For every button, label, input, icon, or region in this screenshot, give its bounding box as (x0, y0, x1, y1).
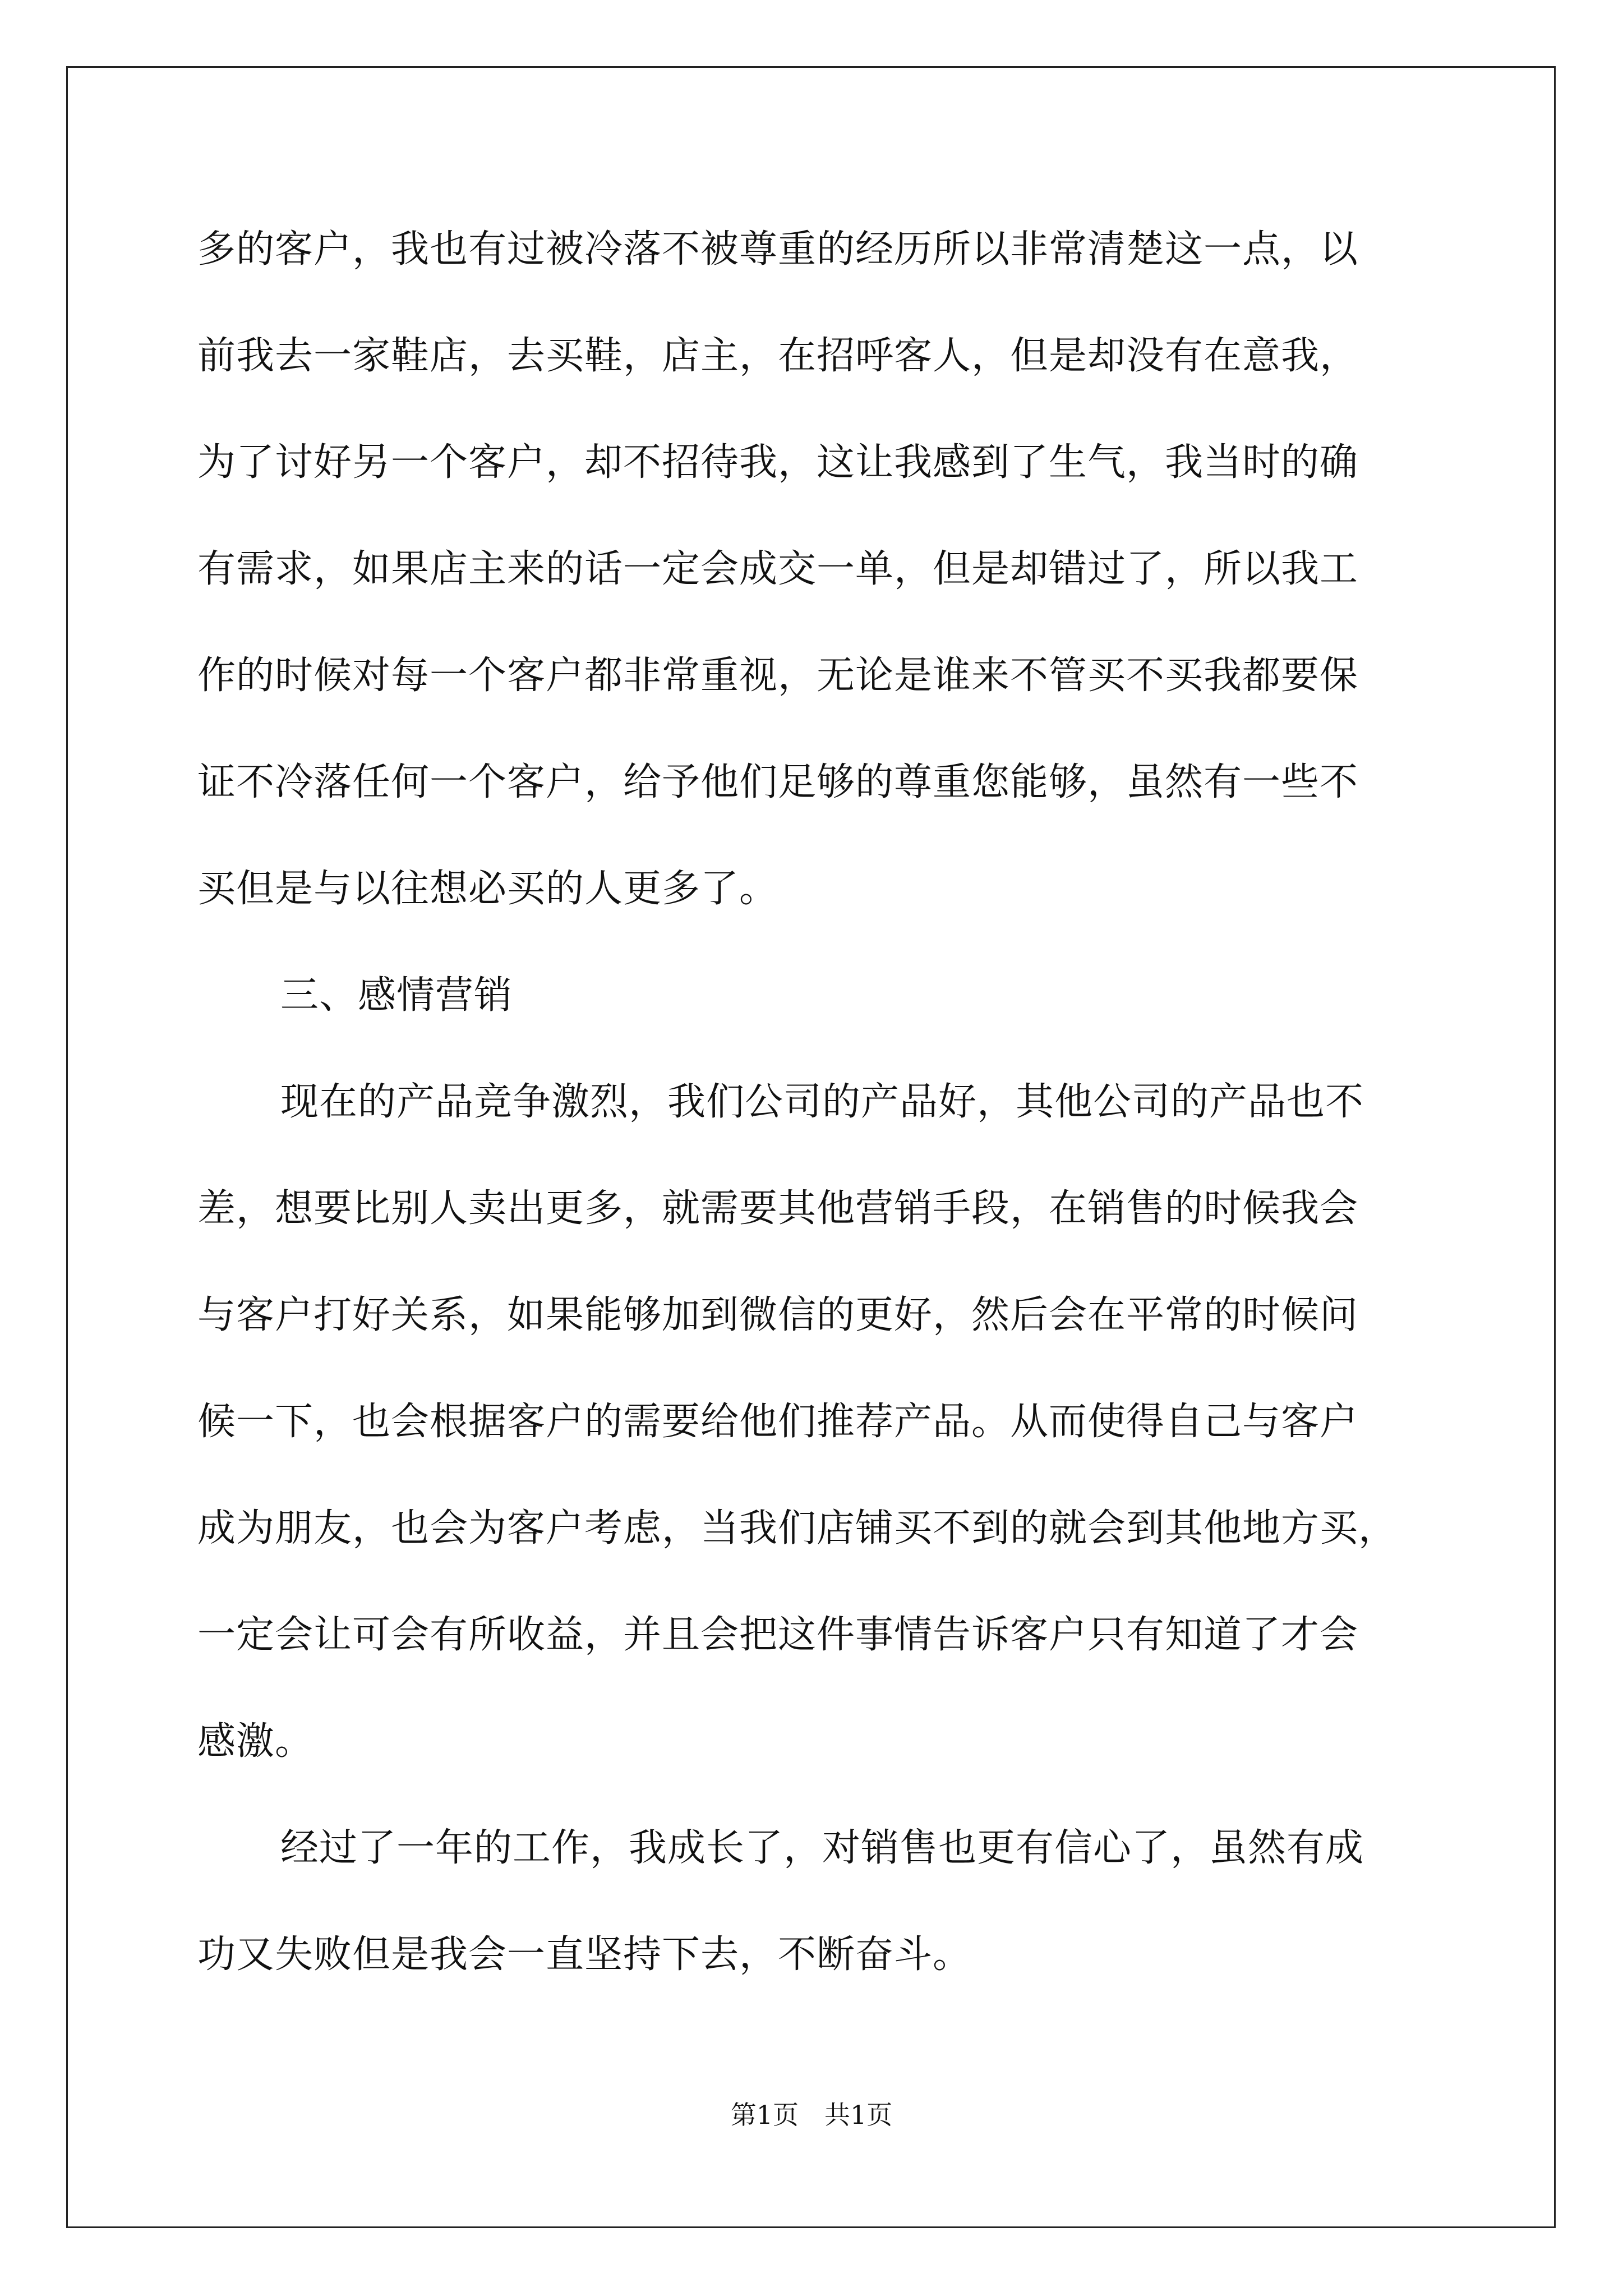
paragraph-line: 差，想要比别人卖出更多，就需要其他营销手段，在销售的时候我会 (197, 1186, 1359, 1231)
paragraph-line: 前我去一家鞋店，去买鞋，店主，在招呼客人，但是却没有在意我， (197, 334, 1359, 378)
page-border (66, 66, 1556, 2228)
paragraph-line: 经过了一年的工作，我成长了，对销售也更有信心了，虽然有成 (280, 1826, 1364, 1870)
paragraph-line: 作的时候对每一个客户都非常重视，无论是谁来不管买不买我都要保 (197, 654, 1359, 698)
paragraph-line: 买但是与以往想必买的人更多了。 (197, 867, 778, 911)
paragraph-line: 成为朋友，也会为客户考虑，当我们店铺买不到的就会到其他地方买， (197, 1506, 1398, 1550)
paragraph-line: 功又失败但是我会一直坚持下去，不断奋斗。 (197, 1932, 972, 1977)
paragraph-line: 一定会让可会有所收益，并且会把这件事情告诉客户只有知道了才会 (197, 1613, 1359, 1657)
paragraph-line: 候一下，也会根据客户的需要给他们推荐产品。从而使得自己与客户 (197, 1400, 1359, 1444)
page-footer: 第1页 共1页 (730, 2100, 893, 2130)
paragraph-line: 有需求，如果店主来的话一定会成交一单，但是却错过了，所以我工 (197, 547, 1359, 591)
section-heading: 三、感情营销 (280, 973, 513, 1018)
paragraph-line: 多的客户，我也有过被冷落不被尊重的经历所以非常清楚这一点，以 (197, 227, 1359, 272)
paragraph-line: 现在的产品竞争激烈，我们公司的产品好，其他公司的产品也不 (280, 1080, 1364, 1124)
paragraph-line: 与客户打好关系，如果能够加到微信的更好，然后会在平常的时候问 (197, 1293, 1359, 1337)
paragraph-line: 证不冷落任何一个客户，给予他们足够的尊重您能够，虽然有一些不 (197, 760, 1359, 804)
paragraph-line: 感激。 (197, 1719, 314, 1764)
paragraph-line: 为了讨好另一个客户，却不招待我，这让我感到了生气，我当时的确 (197, 440, 1359, 485)
